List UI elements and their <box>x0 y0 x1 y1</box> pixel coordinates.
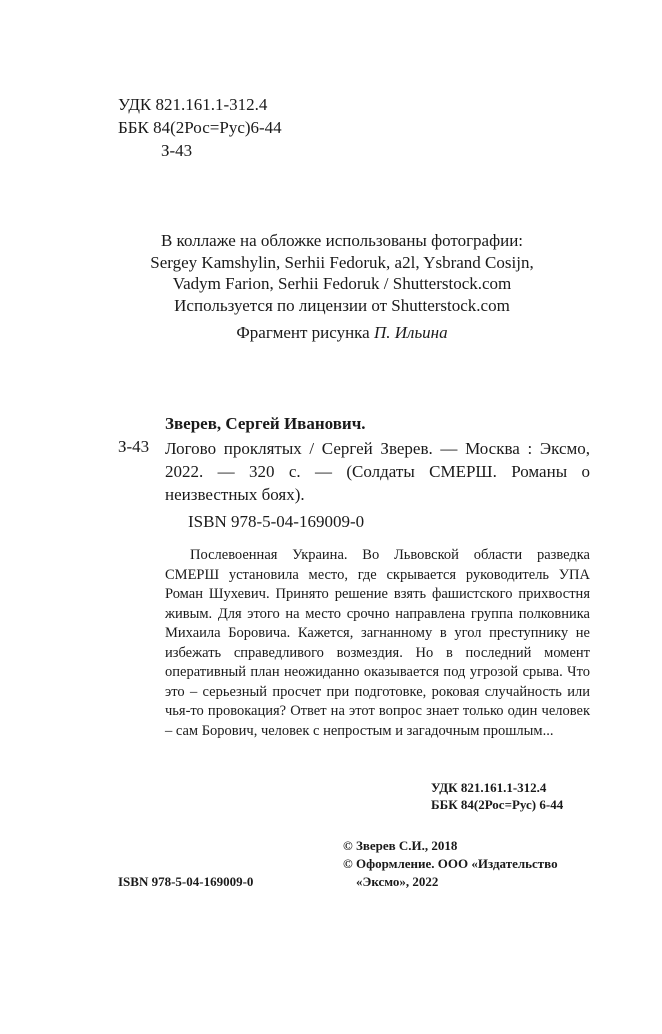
copyright-author: © Зверев С.И., 2018 <box>343 838 458 853</box>
bbk-code: ББК 84(2Рос=Рус)6-44 <box>118 118 282 137</box>
catalog-isbn: ISBN 978-5-04-169009-0 <box>188 512 365 531</box>
credits-line: Sergey Kamshylin, Serhii Fedoruk, a2l, Ysbrand Cosijn, <box>150 252 534 272</box>
annotation-text: Послевоенная Украина. Во Львовской области разведка СМЕРШ установила место, где скрывается руководитель УПА Роман Шухевич. Принято решение взять фашистского прихвостня живым. Для этого на место срочно направлена группа полковника Михаила Боровича. Кажется, загнанному в угол преступнику не избежать справедливого возмездия. Но в последний момент оперативный план неожиданно оказывается под угрозой срыва. Что это – серьезный просчет при подготовке, роковая случайность или чья-то провокация? Ответ на этот вопрос знает только один человек – сам Борович, человек с непростым и загадочным прошлым... <box>165 547 590 739</box>
footer-isbn: ISBN 978-5-04-169009-0 <box>118 874 254 889</box>
credits-line: Используется по лицензии от Shutterstock.com <box>174 295 510 315</box>
copyright-design-publisher: «Эксмо», 2022 <box>356 874 439 889</box>
catalog-description: Логово проклятых / Сергей Зверев. — Москва : Эксмо, 2022. — 320 с. — (Солдаты СМЕРШ. Романы о неизвестных боях). <box>165 439 590 504</box>
annotation-udk: УДК 821.161.1-312.4 <box>431 780 547 795</box>
illustration-credit <box>104 323 580 343</box>
fragment-prefix: Фрагмент рисунка <box>236 323 370 342</box>
cover-credits <box>104 230 580 316</box>
copyright-design: © Оформление. ООО «Издательство <box>343 856 558 871</box>
annotation-bbk: ББК 84(2Рос=Рус) 6-44 <box>431 797 564 812</box>
catalog-author-heading: Зверев, Сергей Иванович. <box>165 414 366 433</box>
fragment-artist: П. Ильина <box>373 323 448 342</box>
author-mark: З-43 <box>161 141 193 160</box>
credits-line: В коллаже на обложке использованы фотографии: <box>160 231 524 250</box>
udk-code: УДК 821.161.1-312.4 <box>118 95 268 114</box>
credits-line: Vadym Farion, Serhii Fedoruk / Shutterstock.com <box>172 274 512 293</box>
catalog-author-mark: З-43 <box>118 437 150 456</box>
